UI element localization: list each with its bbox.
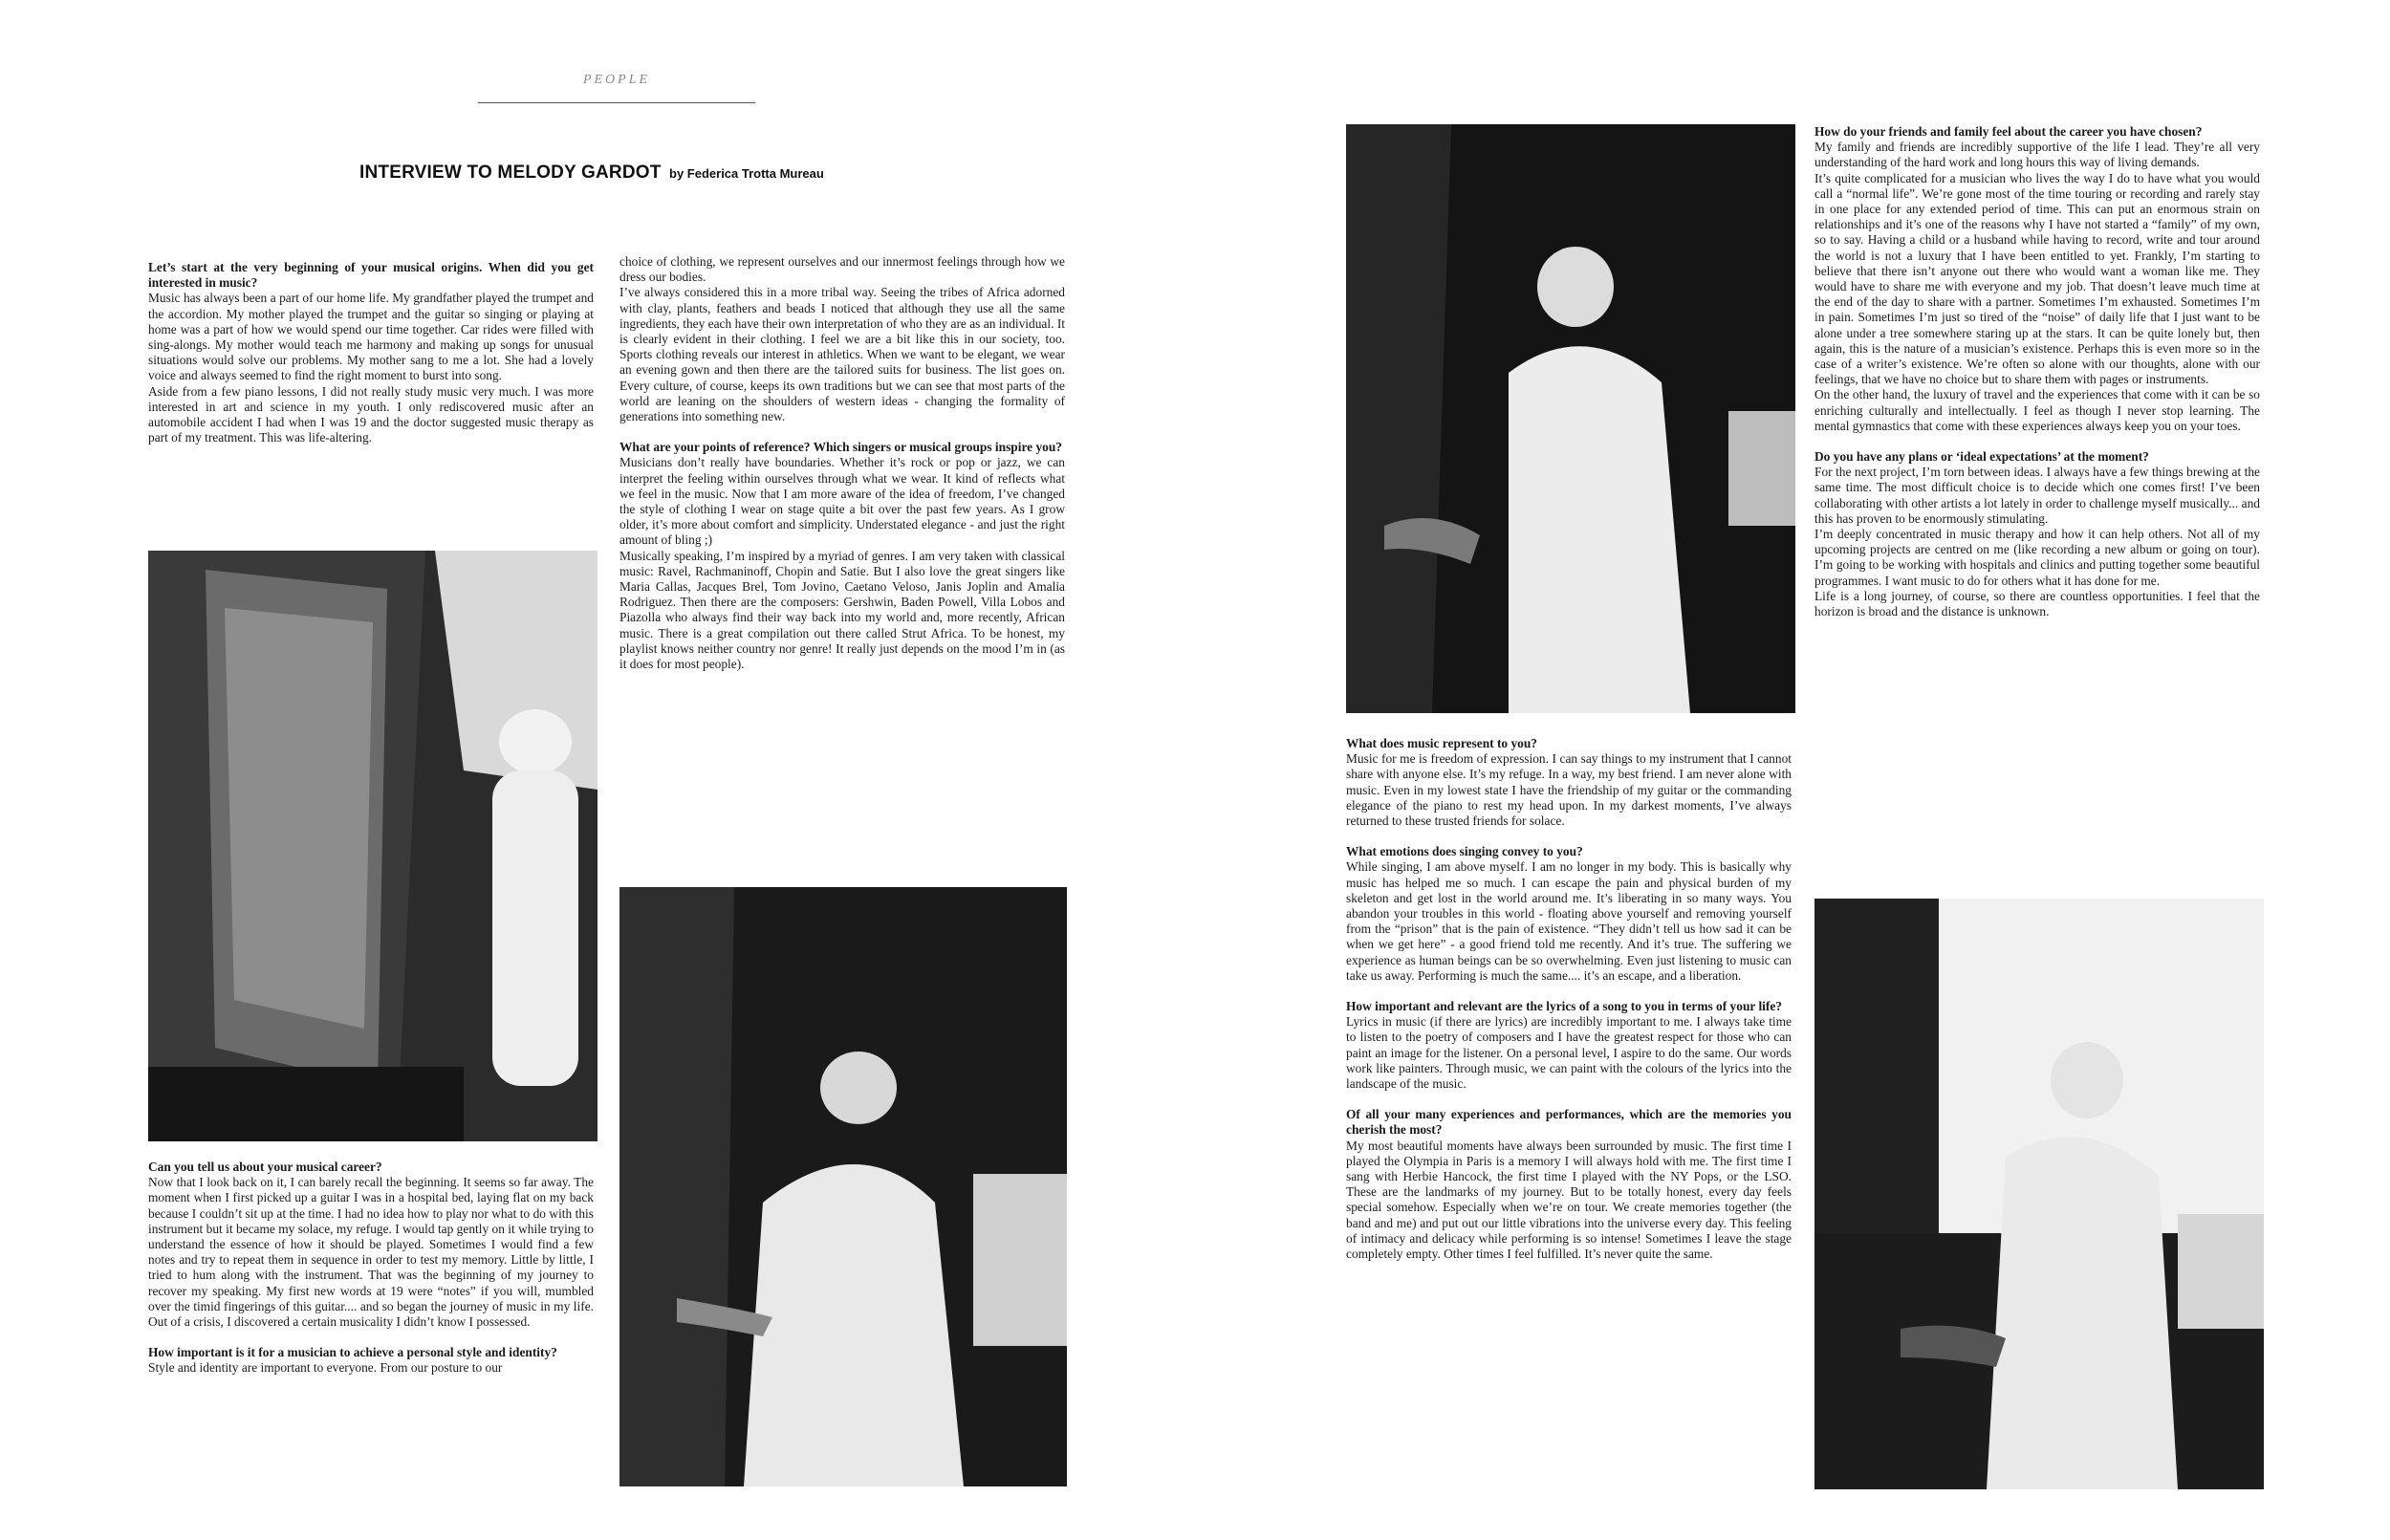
- article-headline: [359, 163, 1029, 184]
- photo-image: [1346, 124, 1795, 713]
- article-title: INTERVIEW TO MELODY GARDOT: [359, 163, 662, 183]
- photo-image: [1814, 899, 2264, 1489]
- answer-paragraph: Life is a long journey, of course, so there are countless opportunities. I feel that the horizon is broad and the distance is unknown.: [1814, 588, 2260, 619]
- question: What emotions does singing convey to you?: [1346, 844, 1583, 859]
- answer-paragraph: It’s quite complicated for a musician who lives the way I do to have what you would call a “normal life”. We’re gone most of the time touring or recording and rarely stay in one place for any extended period of time. This can put an enormous strain on relationships and it’s one of the reasons why I have not started a “family” of my own, so to say. Having a child or a husband while having to record, write and tour around the world is not a luxury that I have been entitled to yet. Frankly, I’m starting to believe that there isn’t anyone out there who would want a woman like me. They would have to share me with everyone and my job. That doesn’t leave much time at the end of the day to share with a partner. Sometimes I’m exhausted. Sometimes I’m in pain. Sometimes I’m just so tired of the “noise” of daily life that I just want to be alone under a tree somewhere staring up at the stars. It can be quite lonely but, then again, this is the nature of a musician’s existence. Perhaps this is even more so in the case of a writer’s existence. We’re often so alone with our thoughts, alone with our feelings, that we have no choice but to share them with pages or instruments.: [1814, 170, 2260, 387]
- question: How important is it for a musician to achieve a personal style and identity?: [148, 1345, 557, 1360]
- question: Of all your many experiences and performances, which are the memories you cherish the most?: [1346, 1107, 1792, 1138]
- question: How important and relevant are the lyrics of a song to you in terms of your life?: [1346, 999, 1782, 1014]
- answer-paragraph: I’ve always considered this in a more tribal way. Seeing the tribes of Africa adorned with clay, plants, feathers and beads I noticed that although they use all the same ingredients, they each have their own interpretation of who they are as an individual. It is clearly evident in their clothing. I feel we are a bit like this in our society, too. Sports clothing reveals our interest in athletics. When we want to be elegant, we wear an evening gown and then there are the tailored suits for business. The list goes on. Every culture, of course, keeps its own traditions but we can see that most parts of the world are leaning on the shoulders of western ideas - changing the formality of generations into something new.: [619, 285, 1065, 424]
- answer-paragraph: Music for me is freedom of expression. I can say things to my instrument that I cannot share with anyone else. It’s my refuge. In a way, my best friend. I am never alone with music. Even in my lowest state I have the friendship of my guitar or the commanding elegance of the piano to rest my head upon. In my darkest moments, I’ve always returned to these trusted friends for solace.: [1346, 751, 1792, 829]
- text-column-4: [1814, 124, 2260, 619]
- photo-smoking-window: [1814, 899, 2264, 1489]
- photo-image: [619, 887, 1067, 1486]
- question: Can you tell us about your musical career?: [148, 1160, 382, 1174]
- answer-paragraph: My most beautiful moments have always been surrounded by music. The first time I played the Olympia in Paris is a memory I will always hold with me. The first time I sang with Herbie Hancock, the first time I played with the NY Pops, or the LSO. These are the landmarks of my journey. But to be totally honest, every day feels special somehow. Especially when we’re on tour. We create memories together (the band and me) and put out our little vibrations into the universe every day. This feeling of intimacy and delicacy while performing is so intense! Sometimes I leave the stage completely empty. Other times I feel fulfilled. It’s never quite the same.: [1346, 1138, 1792, 1262]
- answer-paragraph: While singing, I am above myself. I am no longer in my body. This is basically why music has helped me so much. I can escape the pain and physical burden of my skeleton and get lost in the world around me. It’s liberating in so many ways. You abandon your troubles in this world - floating above yourself and removing yourself from the “prison” that is the pain of existence. “They didn’t tell us how sad it can be when we get here” - a good friend told me recently. And it’s true. The suffering we experience as human beings can be so overwhelming. Even just listening to music can take us away. Performing is much the same.... it’s an escape, and a liberation.: [1346, 859, 1792, 983]
- question: What does music represent to you?: [1346, 736, 1537, 750]
- photo-image: [148, 551, 598, 1141]
- answer-paragraph: Music has always been a part of our home life. My grandfather played the trumpet and the accordion. My mother played the trumpet and the guitar so singing or playing at home was a part of how we would spend our time together. Car rides were filled with sing-alongs. My mother would teach me harmony and making up songs for unusual situations would solve our problems. My mother sang to me a lot. She had a lovely voice and always seemed to find the right moment to burst into song.: [148, 291, 594, 383]
- article-byline: by Federica Trotta Mureau: [669, 166, 824, 181]
- answer-paragraph: On the other hand, the luxury of travel and the experiences that come with it can be so enriching culturally and intellectually. I feel as though I never stop learning. The mental gymnastics that come with these experiences always keep you on your toes.: [1814, 387, 2260, 433]
- text-column-1: [148, 260, 594, 445]
- photo-mirror-bathroom: [148, 551, 598, 1141]
- question: What are your points of reference? Which singers or musical groups inspire you?: [619, 440, 1062, 455]
- question: Let’s start at the very beginning of your musical origins. When did you get interested in music?: [148, 260, 594, 291]
- answer-paragraph: Musicians don’t really have boundaries. Whether it’s rock or pop or jazz, we can interpret the feeling within ourselves through what we wear. It kind of reflects what we feel in the music. Now that I am more aware of the idea of freedom, I’ve changed the style of clothing I wear on stage quite a bit over the past few years. As I grow older, it’s more about comfort and simplicity. Understated elegance - and just the right amount of bling ;): [619, 455, 1065, 548]
- section-label: PEOPLE: [582, 73, 651, 87]
- question: Do you have any plans or ‘ideal expectations’ at the moment?: [1814, 449, 2149, 465]
- answer-paragraph: For the next project, I’m torn between ideas. I always have a few things brewing at the same time. The most difficult choice is to decide which one comes first! I’ve been collaborating with other artists a lot lately in order to challenge myself musically... and this has proven to be enormously stimulating.: [1814, 465, 2260, 526]
- answer-paragraph: choice of clothing, we represent ourselves and our innermost feelings through how we dress our bodies.: [619, 254, 1065, 285]
- text-column-1-lower: [148, 1160, 594, 1377]
- text-column-3: [1346, 736, 1792, 1262]
- photo-smoke-exhale: [1346, 124, 1795, 713]
- question: How do your friends and family feel about the career you have chosen?: [1814, 124, 2203, 139]
- answer-paragraph: Lyrics in music (if there are lyrics) are incredibly important to me. I always take time to listen to the poetry of composers and I have the greatest respect for those who can paint an image for the listener. On a personal level, I aspire to do the same. Our words work like painters. Through music, we can paint with the colours of the lyrics into the landscape of the music.: [1346, 1014, 1792, 1092]
- answer-paragraph: I’m deeply concentrated in music therapy and how it can help others. Not all of my upcoming projects are centred on me (like recording a new album or going on tour). I’m going to be working with hospitals and clinics and putting together some beautiful programmes. I want music to do for others what it has done for me.: [1814, 527, 2260, 588]
- answer-paragraph: Now that I look back on it, I can barely recall the beginning. It seems so far away. The moment when I first picked up a guitar I was in a hospital bed, laying flat on my back because I couldn’t sit up at the time. I had no idea how to play nor what to do with this instrument but it became my solace, my refuge. I would tap gently on it while trying to understand the essence of how it should be played. Sometimes I would find a few notes and try to repeat them in sequence in order to test my memory. Little by little, I tried to hum along with the instrument. That was the beginning of my journey to recover my speaking. My first new words at 19 were “notes” if you will, mumbled over the timid fingerings of this guitar.... and so began the journey of music in my life. Out of a crisis, I discovered a certain musicality I didn’t know I possessed.: [148, 1175, 594, 1330]
- answer-paragraph: My family and friends are incredibly supportive of the life I lead. They’re all very understanding of the hard work and long hours this way of living demands.: [1814, 140, 2260, 170]
- photo-smoking-seated: [619, 887, 1067, 1486]
- answer-paragraph: Style and identity are important to everyone. From our posture to our: [148, 1360, 503, 1376]
- section-divider: [478, 102, 755, 103]
- answer-paragraph: Aside from a few piano lessons, I did not really study music very much. I was more interested in art and science in my youth. I only rediscovered music after an automobile accident I had when I was 19 and the doctor suggested music therapy as part of my treatment. This was life-altering.: [148, 383, 594, 445]
- answer-paragraph: Musically speaking, I’m inspired by a myriad of genres. I am very taken with classical music: Ravel, Rachmaninoff, Chopin and Satie. But I also love the great singers like Maria Callas, Jacques Brel, Tom Jovino, Caetano Veloso, Janis Joplin and Amalia Rodriguez. Then there are the composers: Gershwin, Baden Powell, Villa Lobos and Piazolla who always find their way back into my world and, more recently, African music. There is a great compilation out there called Strut Africa. To be honest, my playlist knows neither country nor genre! It really just depends on the mood I’m in (as it does for most people).: [619, 548, 1065, 672]
- text-column-2: [619, 254, 1065, 672]
